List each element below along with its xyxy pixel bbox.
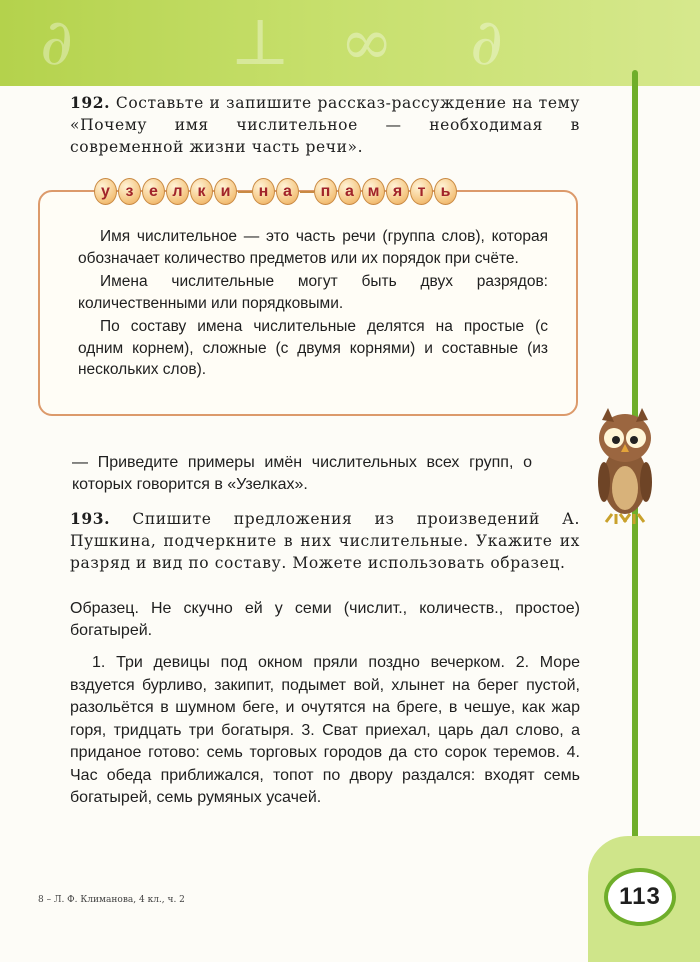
sample-label: Образец. <box>70 600 139 617</box>
bead-link <box>238 191 252 193</box>
title-bead: ь <box>434 178 457 205</box>
top-decorative-band <box>0 0 700 86</box>
task-193 <box>70 508 580 574</box>
title-bead: а <box>276 178 299 205</box>
title-bead: з <box>118 178 141 205</box>
task-text: Составьте и запишите рассказ-рассуждение на тему «Почему имя числительное — необходимая в современной жизни часть речи». <box>70 94 580 156</box>
sample <box>70 598 580 642</box>
footer-note: 8 – Л. Ф. Климанова, 4 кл., ч. 2 <box>38 895 185 905</box>
title-bead: е <box>142 178 165 205</box>
task-number: 192. <box>70 93 111 112</box>
title-bead: и <box>214 178 237 205</box>
task-text: Спишите предложения из произведений А. Пушкина, подчеркните в них числительные. Укажите их разряд и вид по составу. Можете использовать образец. <box>70 510 580 572</box>
question <box>72 452 532 496</box>
rule-paragraph: По составу имена числительные делятся на простые (с одним корнем), сложные (с двумя корнями) и составные (из нескольких слов). <box>78 318 548 378</box>
task-number: 193. <box>70 509 111 528</box>
decor-glyph: ⊥ <box>230 6 291 80</box>
rule-box-content <box>78 226 548 383</box>
sentences-text: 1. Три девицы под окном пряли поздно вечерком. 2. Море вздуется бурливо, закипит, подымет вой, хлынет на берег пустой, разольётся в шумном беге, и очутятся на бреге, в чешуе, как жар горя, тридцать три богатыря. 3. Сват приехал, царь дал слово, а приданое готово: семь торговых городов да сто сорок теремов. 4. Час обеда приближался, топот по двору раздался: входят семь богатырей, семь румяных усачей. <box>70 654 580 806</box>
decor-glyph: ∞ <box>340 6 394 80</box>
decor-glyph: ∂ <box>470 6 504 80</box>
rule-paragraph: Имя числительное — это часть речи (группа слов), которая обозначает количество предметов или их порядок при счёте. <box>78 228 548 267</box>
rule-box-title <box>94 178 458 205</box>
task-192 <box>70 92 580 158</box>
title-bead: а <box>338 178 361 205</box>
bead-link <box>300 191 314 193</box>
page-number: 113 <box>604 868 676 926</box>
owl-icon <box>594 404 656 528</box>
title-bead: н <box>252 178 275 205</box>
title-bead: у <box>94 178 117 205</box>
rule-paragraph: Имена числительные могут быть двух разрядов: количественными или порядковыми. <box>78 273 548 312</box>
title-bead: я <box>386 178 409 205</box>
question-text: — Приведите примеры имён числительных всех групп, о которых говорится в «Узелках». <box>72 454 532 493</box>
title-bead: п <box>314 178 337 205</box>
sentences <box>70 652 580 810</box>
title-bead: м <box>362 178 385 205</box>
title-bead: т <box>410 178 433 205</box>
decor-glyph: ∂ <box>40 6 74 80</box>
sample-text: Не скучно ей у семи (числит., количеств., простое) богатырей. <box>70 600 580 639</box>
title-bead: л <box>166 178 189 205</box>
title-bead: к <box>190 178 213 205</box>
